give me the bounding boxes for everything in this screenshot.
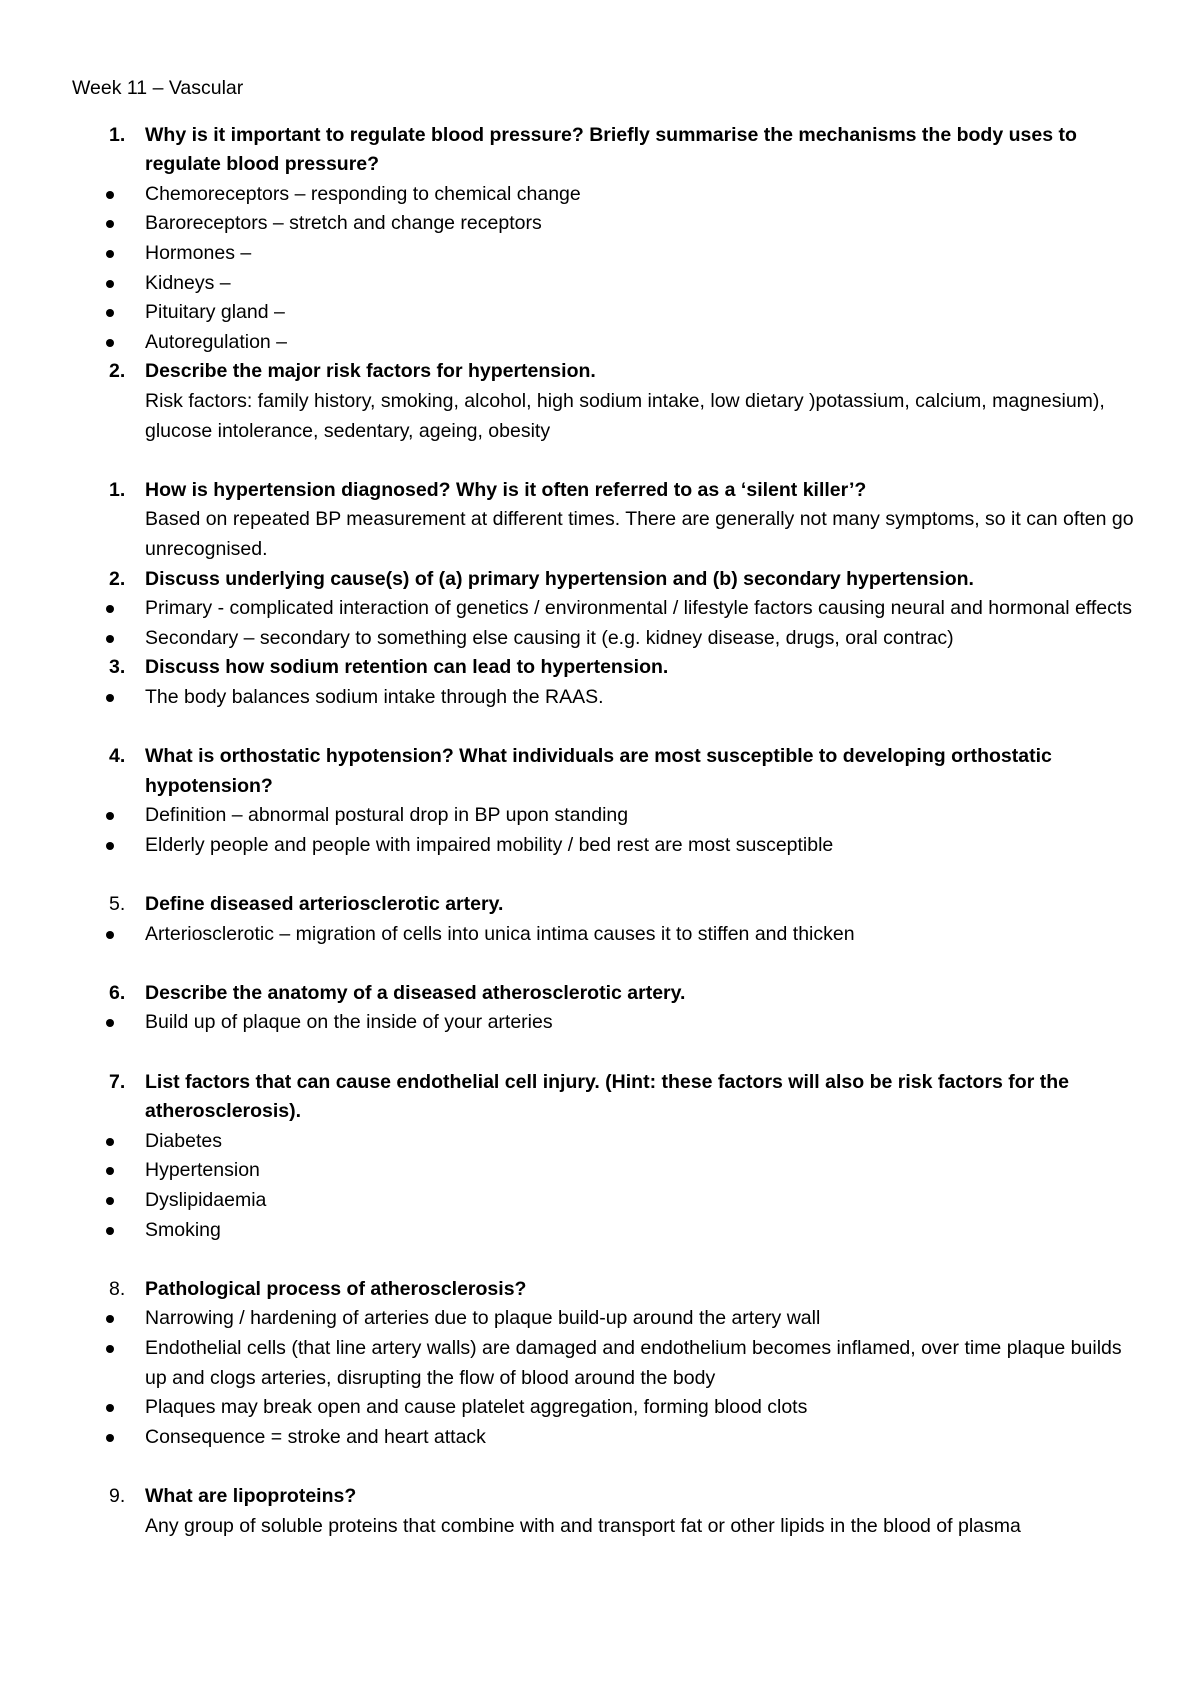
list-item: Endothelial cells (that line artery walls) are damaged and endothelium becomes inflamed, over time plaque builds up and clogs arteries, disrupting the flow of blood around the body: [72, 1334, 1140, 1393]
bullet-icon: [106, 250, 114, 258]
list-item: Build up of plaque on the inside of your arteries: [72, 1008, 1140, 1038]
question-number: 2.: [109, 567, 126, 590]
list-item: Autoregulation –: [72, 328, 1140, 358]
question-number: 6.: [109, 981, 126, 1004]
bullet-list: [72, 594, 1140, 653]
bullet-list: [72, 180, 1140, 358]
bullet-icon: [106, 1138, 114, 1146]
bullet-icon: [106, 220, 114, 228]
question-1b: [72, 476, 1140, 565]
question-text: Discuss how sodium retention can lead to hypertension.: [145, 656, 669, 679]
spacer: [72, 949, 1140, 979]
answer-text: Any group of soluble proteins that combine with and transport fat or other lipids in the blood of plasma: [145, 1514, 1021, 1537]
question-8: [72, 1275, 1140, 1305]
question-number: 7.: [109, 1070, 126, 1093]
list-item: Narrowing / hardening of arteries due to plaque build-up around the artery wall: [72, 1304, 1140, 1334]
list-item: Dyslipidaemia: [72, 1186, 1140, 1216]
question-text: Define diseased arteriosclerotic artery.: [145, 893, 504, 916]
list-item: Hypertension: [72, 1156, 1140, 1186]
bullet-list: [72, 801, 1140, 860]
spacer: [72, 1038, 1140, 1068]
spacer: [72, 446, 1140, 476]
list-item: Arteriosclerotic – migration of cells into unica intima causes it to stiffen and thicken: [72, 920, 1140, 950]
bullet-icon: [106, 191, 114, 199]
question-number: 1.: [109, 478, 126, 501]
bullet-list: [72, 683, 1140, 713]
list-item: Consequence = stroke and heart attack: [72, 1423, 1140, 1453]
bullet-icon: [106, 1167, 114, 1175]
bullet-icon: [106, 280, 114, 288]
list-item: The body balances sodium intake through the RAAS.: [72, 683, 1140, 713]
bullet-icon: [106, 1404, 114, 1412]
question-3: [72, 653, 1140, 683]
bullet-icon: [106, 339, 114, 347]
question-text: Describe the major risk factors for hypertension.: [145, 360, 596, 383]
bullet-list: [72, 920, 1140, 950]
question-text: What are lipoproteins?: [145, 1484, 357, 1507]
spacer: [72, 1452, 1140, 1482]
list-item: Elderly people and people with impaired mobility / bed rest are most susceptible: [72, 831, 1140, 861]
list-item: Smoking: [72, 1216, 1140, 1246]
question-number: 9.: [109, 1484, 126, 1507]
list-item: Primary - complicated interaction of genetics / environmental / lifestyle factors causing neural and hormonal effects: [72, 594, 1140, 624]
answer-text: Risk factors: family history, smoking, alcohol, high sodium intake, low dietary )potassium, calcium, magnesium), glucose intolerance, sedentary, ageing, obesity: [145, 389, 1105, 442]
question-text: Why is it important to regulate blood pressure? Briefly summarise the mechanisms the body uses to regulate blood pressure?: [145, 123, 1077, 176]
answer-text: Based on repeated BP measurement at different times. There are generally not many symptoms, so it can often go unrecognised.: [145, 508, 1134, 560]
question-number: 5.: [109, 893, 126, 916]
question-6: [72, 979, 1140, 1009]
bullet-icon: [106, 812, 114, 820]
list-item: Hormones –: [72, 239, 1140, 269]
bullet-list: [72, 1304, 1140, 1452]
bullet-icon: [106, 635, 114, 643]
question-2b: [72, 565, 1140, 595]
page-title: Week 11 – Vascular: [72, 77, 244, 99]
bullet-icon: [106, 1434, 114, 1442]
question-9: [72, 1482, 1140, 1541]
question-text: Pathological process of atherosclerosis?: [145, 1277, 527, 1300]
question-number: 1.: [109, 123, 126, 146]
question-number: 4.: [109, 745, 126, 768]
question-text: How is hypertension diagnosed? Why is it often referred to as a ‘silent killer’?: [145, 478, 867, 501]
list-item: Diabetes: [72, 1127, 1140, 1157]
bullet-icon: [106, 1345, 114, 1353]
list-item: Chemoreceptors – responding to chemical change: [72, 180, 1140, 210]
question-1: [72, 121, 1140, 180]
question-number: 2.: [109, 360, 126, 383]
spacer: [72, 1245, 1140, 1275]
question-7: [72, 1068, 1140, 1127]
bullet-icon: [106, 694, 114, 702]
bullet-icon: [106, 931, 114, 939]
bullet-icon: [106, 1315, 114, 1323]
list-item: Kidneys –: [72, 269, 1140, 299]
question-text: What is orthostatic hypotension? What individuals are most susceptible to developing orthostatic hypotension?: [145, 745, 1052, 797]
list-item: Secondary – secondary to something else causing it (e.g. kidney disease, drugs, oral contrac): [72, 624, 1140, 654]
list-item: Definition – abnormal postural drop in BP upon standing: [72, 801, 1140, 831]
bullet-icon: [106, 1227, 114, 1235]
bullet-icon: [106, 605, 114, 613]
bullet-icon: [106, 309, 114, 317]
question-4: [72, 742, 1140, 801]
question-text: Discuss underlying cause(s) of (a) primary hypertension and (b) secondary hypertension.: [145, 567, 974, 590]
question-number: 8.: [109, 1277, 126, 1300]
spacer: [72, 860, 1140, 890]
bullet-list: [72, 1008, 1140, 1038]
question-text: List factors that can cause endothelial cell injury. (Hint: these factors will also be risk factors for the atherosclerosis).: [145, 1070, 1069, 1123]
bullet-list: [72, 1127, 1140, 1245]
spacer: [72, 712, 1140, 742]
question-number: 3.: [109, 656, 126, 679]
bullet-icon: [106, 842, 114, 850]
question-text: Describe the anatomy of a diseased atherosclerotic artery.: [145, 981, 686, 1004]
question-2: [72, 357, 1140, 446]
bullet-icon: [106, 1197, 114, 1205]
list-item: Pituitary gland –: [72, 298, 1140, 328]
list-item: Plaques may break open and cause platelet aggregation, forming blood clots: [72, 1393, 1140, 1423]
question-5: [72, 890, 1140, 920]
list-item: Baroreceptors – stretch and change receptors: [72, 209, 1140, 239]
bullet-icon: [106, 1019, 114, 1027]
